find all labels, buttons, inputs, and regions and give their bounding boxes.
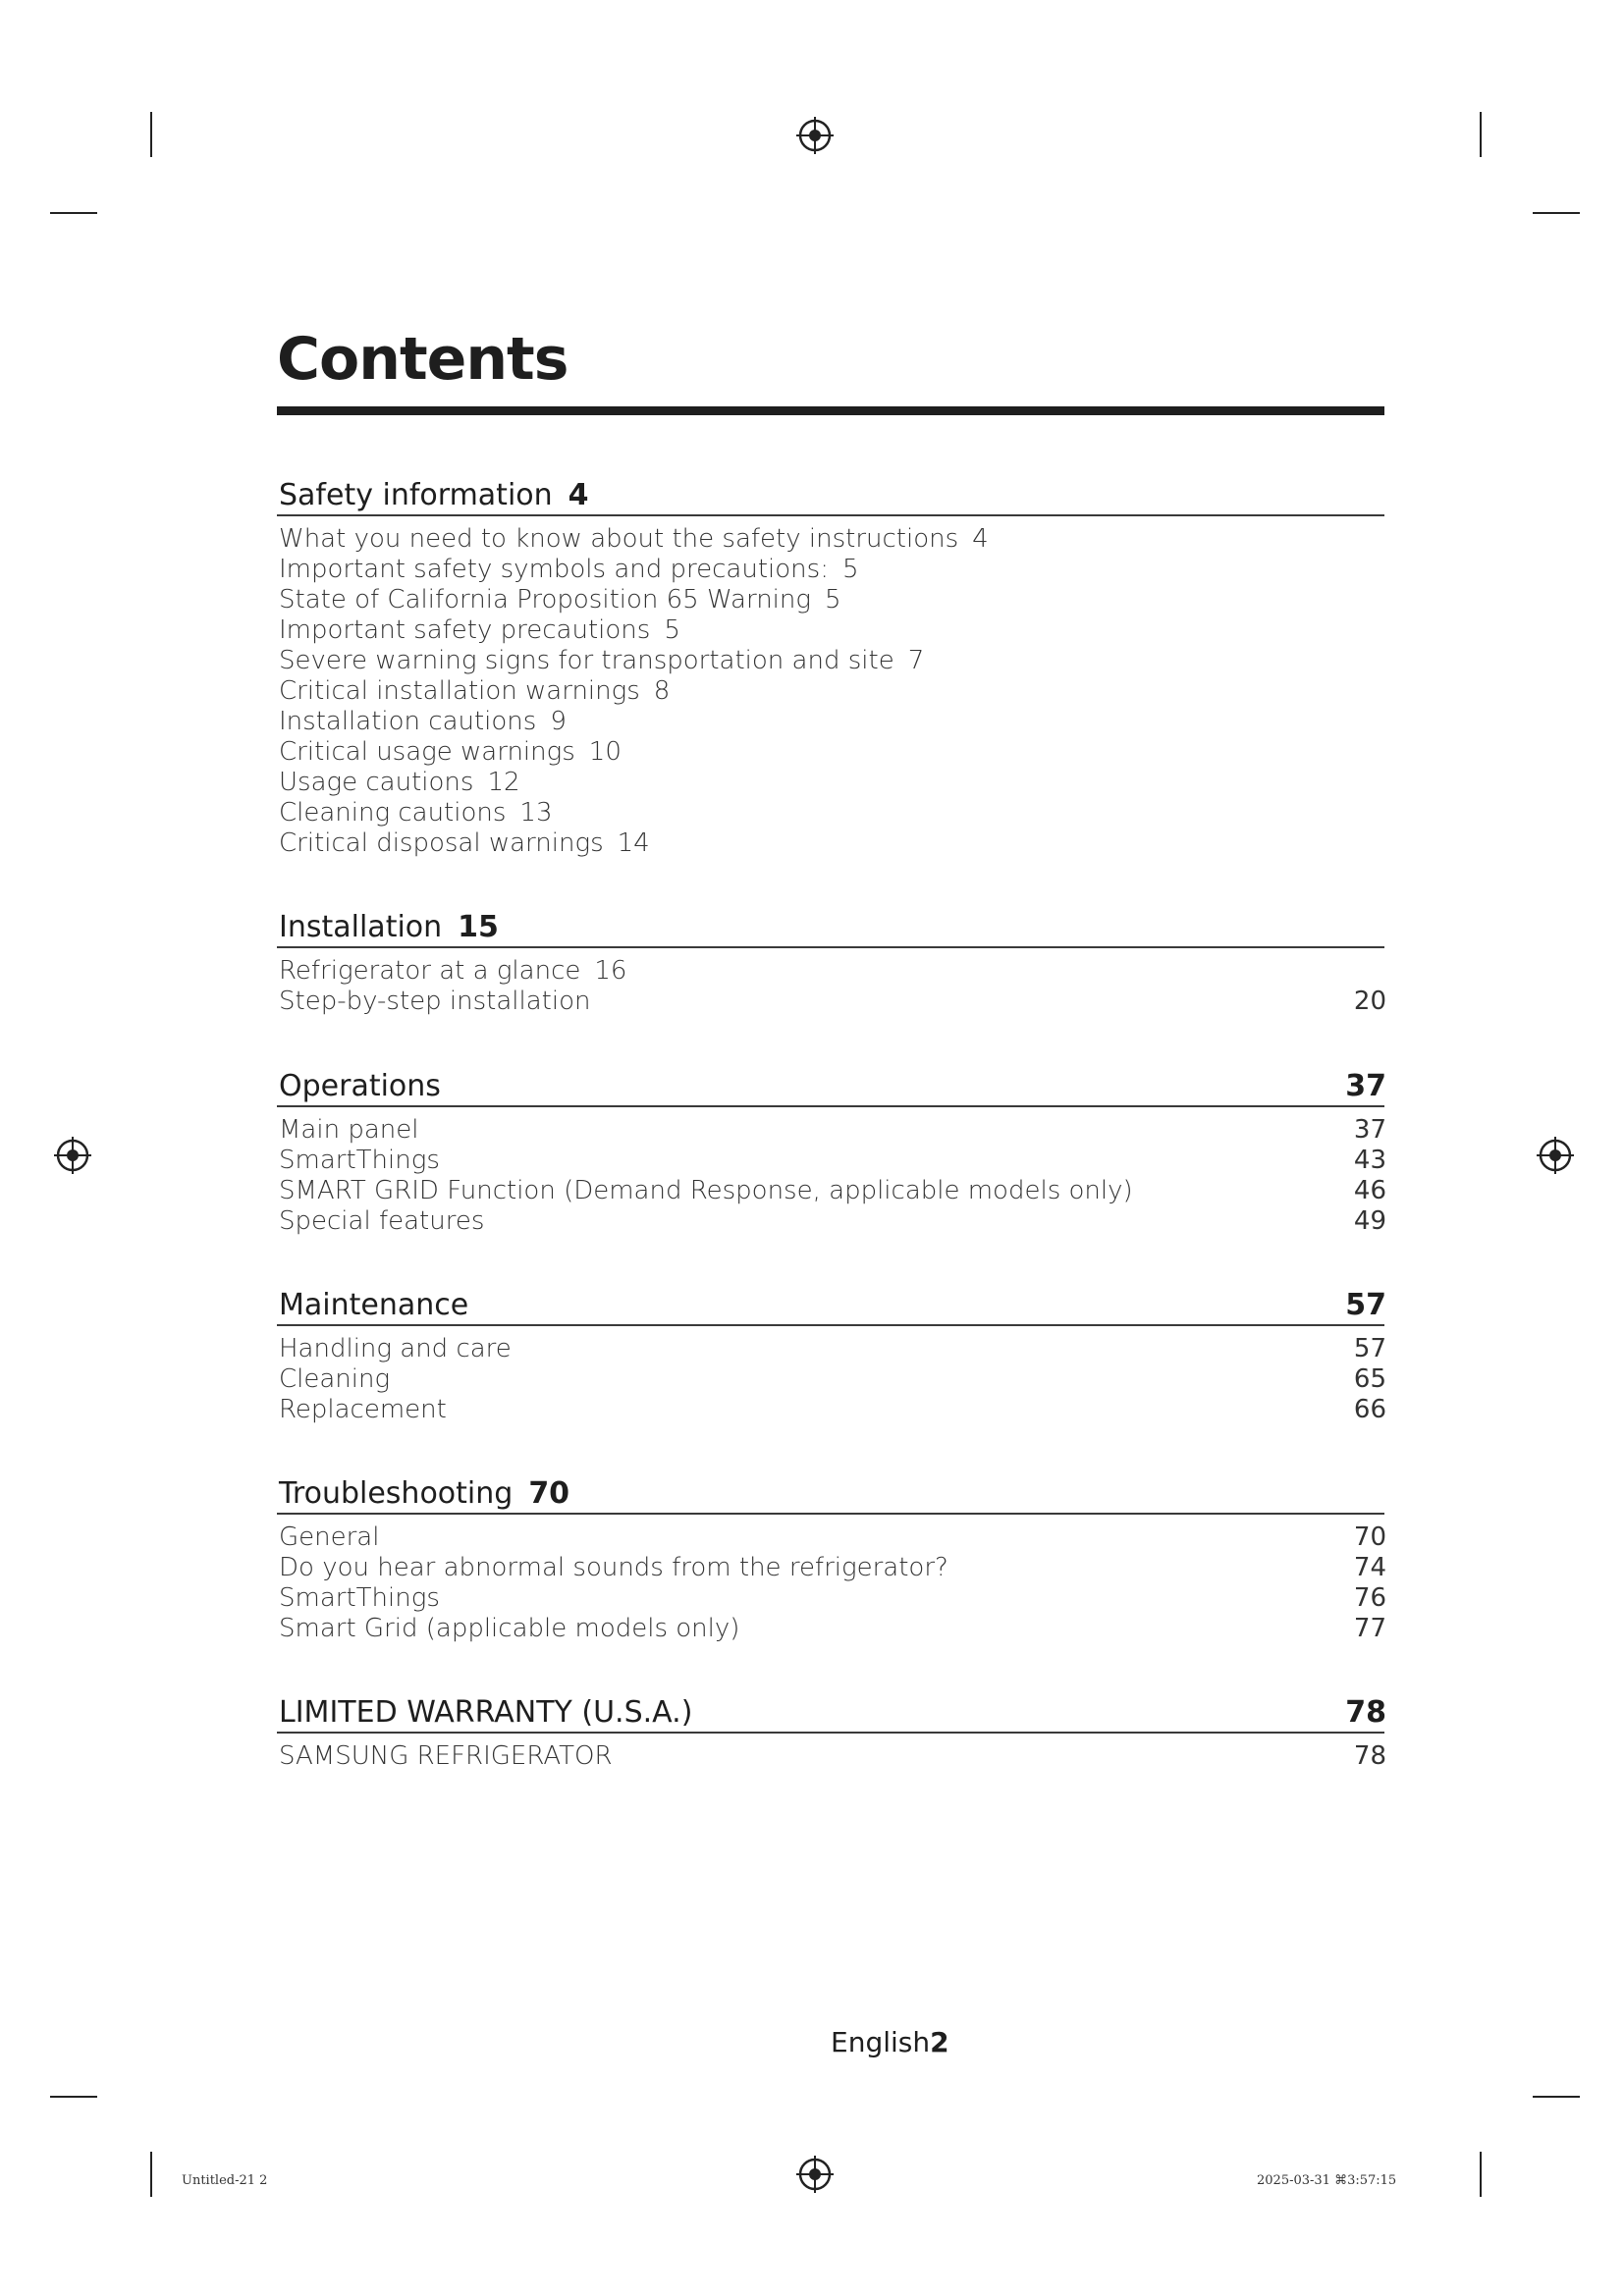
print-slug-right: 2025-03-31 ⌘3:57:15 — [1257, 2173, 1397, 2188]
section-title-text: Troubleshooting — [279, 1476, 514, 1511]
title-rule — [277, 406, 1384, 415]
entry-page-number: 9 — [550, 707, 567, 736]
entry-title — [279, 956, 626, 987]
entry-title-text: Critical disposal warnings — [279, 828, 604, 858]
section-page-number: 15 — [458, 910, 499, 944]
crop-mark — [1533, 212, 1580, 214]
entry-title — [279, 1115, 418, 1146]
entry-page-number: 12 — [487, 768, 520, 797]
entry-title-text: Critical usage warnings — [279, 737, 575, 767]
toc-entry[interactable] — [277, 1115, 1384, 1146]
entry-title — [279, 987, 590, 1017]
entry-page-number: 77 — [1353, 1614, 1386, 1643]
entry-title-text: Usage cautions — [279, 768, 474, 797]
section-title-text: Safety information — [279, 478, 553, 512]
crop-mark — [150, 112, 152, 157]
section-page-number: 78 — [1345, 1695, 1386, 1730]
footer-page-number: 2 — [930, 2026, 949, 2058]
toc-entry[interactable] — [277, 585, 1384, 615]
section-entries — [277, 956, 1384, 1017]
entry-title — [279, 828, 650, 859]
section-entries — [277, 1522, 1384, 1644]
entry-title-text: Important safety symbols and precautions: — [279, 555, 829, 584]
toc-entry[interactable] — [277, 737, 1384, 768]
toc-entry[interactable] — [277, 524, 1384, 555]
crop-mark — [1533, 2096, 1580, 2098]
toc-entry[interactable] — [277, 615, 1384, 646]
footer-page-label — [831, 2026, 949, 2058]
crop-mark — [150, 2152, 152, 2197]
crop-mark — [1480, 112, 1482, 157]
entry-page-number: 8 — [653, 676, 671, 706]
entry-title-text: SAMSUNG REFRIGERATOR — [279, 1741, 613, 1771]
entry-title — [279, 1614, 739, 1644]
toc-section — [277, 477, 1384, 859]
entry-title — [279, 737, 622, 768]
entry-title-text: Smart Grid (applicable models only) — [279, 1614, 740, 1643]
entry-title — [279, 1334, 512, 1364]
registration-mark-icon — [1536, 1136, 1575, 1175]
crop-mark — [50, 2096, 97, 2098]
entry-title — [279, 676, 670, 707]
crop-mark — [50, 212, 97, 214]
section-title — [279, 1695, 692, 1730]
entry-page-number: 43 — [1353, 1146, 1386, 1175]
entry-page-number: 7 — [907, 646, 925, 675]
entry-page-number: 49 — [1353, 1206, 1386, 1236]
section-heading[interactable] — [277, 1694, 1384, 1734]
entry-title-text: Main panel — [279, 1115, 419, 1145]
toc-entry[interactable] — [277, 987, 1384, 1017]
entry-title — [279, 1522, 379, 1553]
print-slug-left: Untitled-21 2 — [182, 2173, 268, 2188]
toc-entry[interactable] — [277, 828, 1384, 859]
entry-title-text: State of California Proposition 65 Warning — [279, 585, 811, 614]
entry-title — [279, 646, 924, 676]
entry-page-number: 13 — [519, 798, 553, 828]
entry-page-number: 14 — [617, 828, 650, 858]
entry-page-number: 5 — [841, 555, 859, 584]
footer-language: English — [831, 2026, 931, 2058]
section-page-number: 57 — [1345, 1288, 1386, 1322]
section-title-text: LIMITED WARRANTY (U.S.A.) — [279, 1695, 693, 1730]
entry-page-number: 76 — [1353, 1583, 1386, 1613]
section-entries — [277, 1741, 1384, 1772]
toc-entry[interactable] — [277, 1522, 1384, 1553]
toc-section — [277, 1475, 1384, 1644]
entry-page-number: 16 — [594, 956, 627, 986]
entry-title-text: Cleaning — [279, 1364, 391, 1394]
entry-title — [279, 1395, 447, 1425]
entry-title-text: Step-by-step installation — [279, 987, 591, 1016]
entry-title — [279, 768, 520, 798]
section-entries — [277, 1334, 1384, 1425]
entry-title — [279, 1364, 390, 1395]
entry-page-number: 4 — [972, 524, 989, 554]
toc-entry[interactable] — [277, 555, 1384, 585]
section-title — [279, 1288, 468, 1322]
section-page-number: 70 — [528, 1476, 570, 1511]
entry-title-text: Replacement — [279, 1395, 447, 1424]
entry-title-text: Critical installation warnings — [279, 676, 640, 706]
entry-title — [279, 1553, 948, 1583]
entry-title-text: Cleaning cautions — [279, 798, 507, 828]
section-title-text: Operations — [279, 1069, 441, 1103]
entry-title-text: SmartThings — [279, 1146, 440, 1175]
entry-page-number: 66 — [1353, 1395, 1386, 1424]
entry-title-text: Special features — [279, 1206, 485, 1236]
entry-page-number: 46 — [1353, 1176, 1386, 1205]
entry-page-number: 65 — [1353, 1364, 1386, 1394]
crop-mark — [1480, 2152, 1482, 2197]
entry-page-number: 10 — [588, 737, 622, 767]
section-heading[interactable] — [277, 477, 1384, 516]
entry-title — [279, 615, 680, 646]
section-title — [279, 1069, 441, 1103]
registration-mark-icon — [795, 2155, 835, 2194]
entry-title-text: What you need to know about the safety instructions — [279, 524, 959, 554]
entry-page-number: 78 — [1353, 1741, 1386, 1771]
toc-entry[interactable] — [277, 1146, 1384, 1176]
toc-section — [277, 1287, 1384, 1425]
toc-entry[interactable] — [277, 1364, 1384, 1395]
entry-title-text: Refrigerator at a glance — [279, 956, 581, 986]
entry-title — [279, 707, 567, 737]
toc-entry[interactable] — [277, 676, 1384, 707]
entry-page-number: 70 — [1353, 1522, 1386, 1552]
section-heading[interactable] — [277, 909, 1384, 948]
entry-page-number: 20 — [1353, 987, 1386, 1016]
toc-entry[interactable] — [277, 956, 1384, 987]
toc-entry[interactable] — [277, 798, 1384, 828]
entry-title-text: SmartThings — [279, 1583, 440, 1613]
entry-title — [279, 798, 553, 828]
toc-entry[interactable] — [277, 1176, 1384, 1206]
entry-title-text: SMART GRID Function (Demand Response, applicable models only) — [279, 1176, 1133, 1205]
toc-entry[interactable] — [277, 1583, 1384, 1614]
section-page-number: 4 — [568, 478, 589, 512]
entry-title — [279, 585, 841, 615]
toc-entry[interactable] — [277, 1553, 1384, 1583]
entry-title-text: Do you hear abnormal sounds from the refrigerator? — [279, 1553, 948, 1582]
section-heading[interactable] — [277, 1287, 1384, 1326]
entry-title — [279, 524, 989, 555]
toc-section — [277, 1068, 1384, 1237]
toc-entry[interactable] — [277, 1741, 1384, 1772]
section-entries — [277, 1115, 1384, 1237]
toc-section — [277, 1694, 1384, 1772]
entry-title — [279, 1206, 484, 1237]
section-entries — [277, 524, 1384, 859]
section-heading[interactable] — [277, 1068, 1384, 1107]
toc-entry[interactable] — [277, 1614, 1384, 1644]
entry-title-text: Severe warning signs for transportation and site — [279, 646, 894, 675]
entry-title — [279, 1583, 440, 1614]
registration-mark-icon — [795, 116, 835, 155]
entry-page-number: 57 — [1353, 1334, 1386, 1363]
section-title — [279, 1476, 569, 1511]
toc-section — [277, 909, 1384, 1017]
toc-entry[interactable] — [277, 1395, 1384, 1425]
entry-page-number: 5 — [824, 585, 841, 614]
section-title — [279, 910, 499, 944]
entry-title-text: Installation cautions — [279, 707, 537, 736]
registration-mark-icon — [53, 1136, 92, 1175]
section-title-text: Installation — [279, 910, 443, 944]
section-title-text: Maintenance — [279, 1288, 469, 1322]
entry-page-number: 37 — [1353, 1115, 1386, 1145]
entry-title-text: Handling and care — [279, 1334, 512, 1363]
entry-title — [279, 1146, 440, 1176]
section-page-number: 37 — [1345, 1069, 1386, 1103]
page-title: Contents — [277, 325, 568, 394]
entry-title-text: General — [279, 1522, 380, 1552]
toc-entry[interactable] — [277, 1206, 1384, 1237]
entry-title — [279, 1741, 613, 1772]
toc-entry[interactable] — [277, 768, 1384, 798]
entry-title — [279, 555, 859, 585]
section-title — [279, 478, 589, 512]
toc-entry[interactable] — [277, 1334, 1384, 1364]
entry-title-text: Important safety precautions — [279, 615, 651, 645]
entry-page-number: 5 — [664, 615, 680, 645]
entry-title — [279, 1176, 1133, 1206]
toc-entry[interactable] — [277, 707, 1384, 737]
toc-entry[interactable] — [277, 646, 1384, 676]
entry-page-number: 74 — [1353, 1553, 1386, 1582]
section-heading[interactable] — [277, 1475, 1384, 1515]
